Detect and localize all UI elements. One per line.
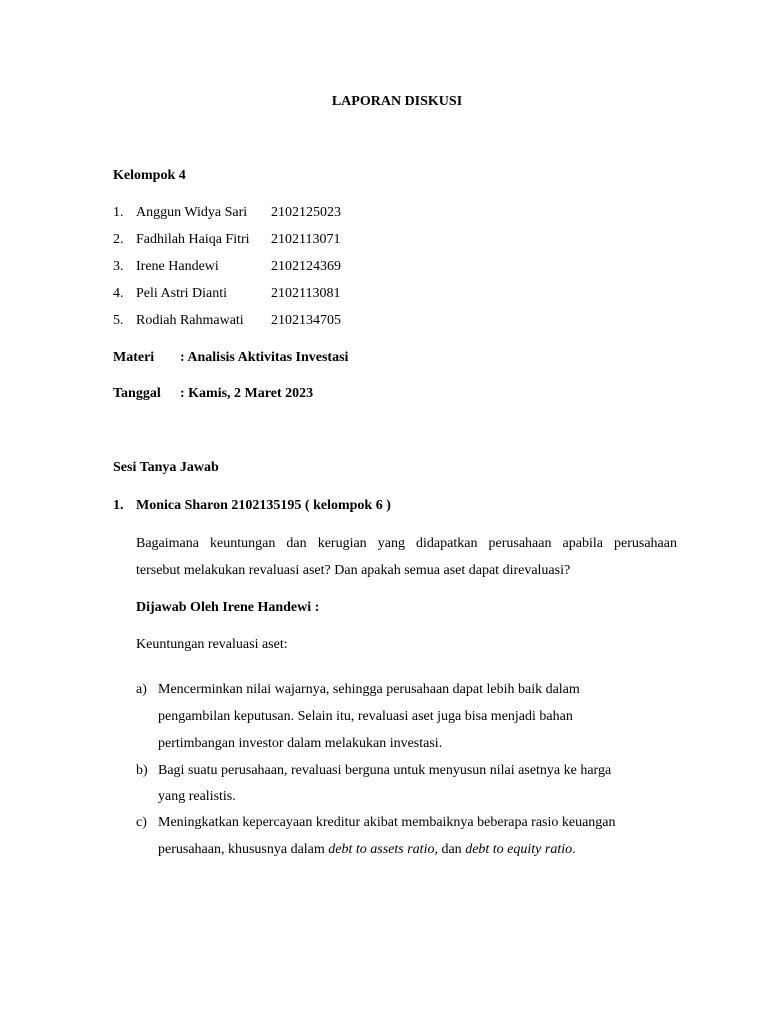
point-letter: a) <box>136 682 147 697</box>
member-id: 2102113071 <box>271 232 341 247</box>
point-text-line: pertimbangan investor dalam melakukan investasi. <box>158 736 443 751</box>
member-id: 2102124369 <box>271 259 341 274</box>
point-text-line: Meningkatkan kepercayaan kreditur akibat membaiknya beberapa rasio keuangan <box>158 815 616 830</box>
member-id: 2102134705 <box>271 313 341 328</box>
point-text-italic: debt to assets ratio, <box>328 842 438 857</box>
point-text-mid: dan <box>437 842 466 857</box>
answer-intro: Keuntungan revaluasi aset: <box>136 637 288 652</box>
point-text-line: Bagi suatu perusahaan, revaluasi berguna untuk menyusun nilai asetnya ke harga <box>158 763 612 778</box>
answered-by: Dijawab Oleh Irene Handewi : <box>136 600 320 615</box>
question-text-line: Bagaimana keuntungan dan kerugian yang didapatkan perusahaan apabila perusahaan <box>136 536 677 551</box>
point-letter: b) <box>136 763 148 778</box>
point-text-line: yang realistis. <box>158 789 236 804</box>
member-name: Irene Handewi <box>136 259 219 274</box>
session-heading: Sesi Tanya Jawab <box>113 460 219 475</box>
member-number: 3. <box>113 259 124 274</box>
member-name: Rodiah Rahmawati <box>136 313 244 328</box>
question-asker: Monica Sharon 2102135195 ( kelompok 6 ) <box>136 498 391 513</box>
point-text-italic: debt to equity ratio <box>465 842 573 857</box>
tanggal-value: : Kamis, 2 Maret 2023 <box>180 386 314 401</box>
point-text-line: pengambilan keputusan. Selain itu, revaluasi aset juga bisa menjadi bahan <box>158 709 573 724</box>
materi-value: : Analisis Aktivitas Investasi <box>180 350 349 365</box>
member-name: Anggun Widya Sari <box>136 205 248 220</box>
document-title: LAPORAN DISKUSI <box>331 94 463 109</box>
group-label: Kelompok 4 <box>113 168 186 183</box>
member-name: Fadhilah Haiqa Fitri <box>136 232 250 247</box>
question-number: 1. <box>113 498 124 513</box>
tanggal-label: Tanggal <box>113 386 161 401</box>
member-id: 2102125023 <box>271 205 341 220</box>
point-text-prefix: perusahaan, khususnya dalam <box>158 842 329 857</box>
member-number: 2. <box>113 232 124 247</box>
point-text-suffix: . <box>572 842 576 857</box>
member-number: 5. <box>113 313 124 328</box>
member-id: 2102113081 <box>271 286 341 301</box>
member-name: Peli Astri Dianti <box>136 286 227 301</box>
materi-label: Materi <box>113 350 155 365</box>
question-text-line: tersebut melakukan revaluasi aset? Dan apakah semua aset dapat direvaluasi? <box>136 563 571 578</box>
member-number: 4. <box>113 286 124 301</box>
member-number: 1. <box>113 205 124 220</box>
point-letter: c) <box>136 815 147 830</box>
point-text-line: Mencerminkan nilai wajarnya, sehingga perusahaan dapat lebih baik dalam <box>158 682 580 697</box>
point-text-line <box>158 843 576 857</box>
